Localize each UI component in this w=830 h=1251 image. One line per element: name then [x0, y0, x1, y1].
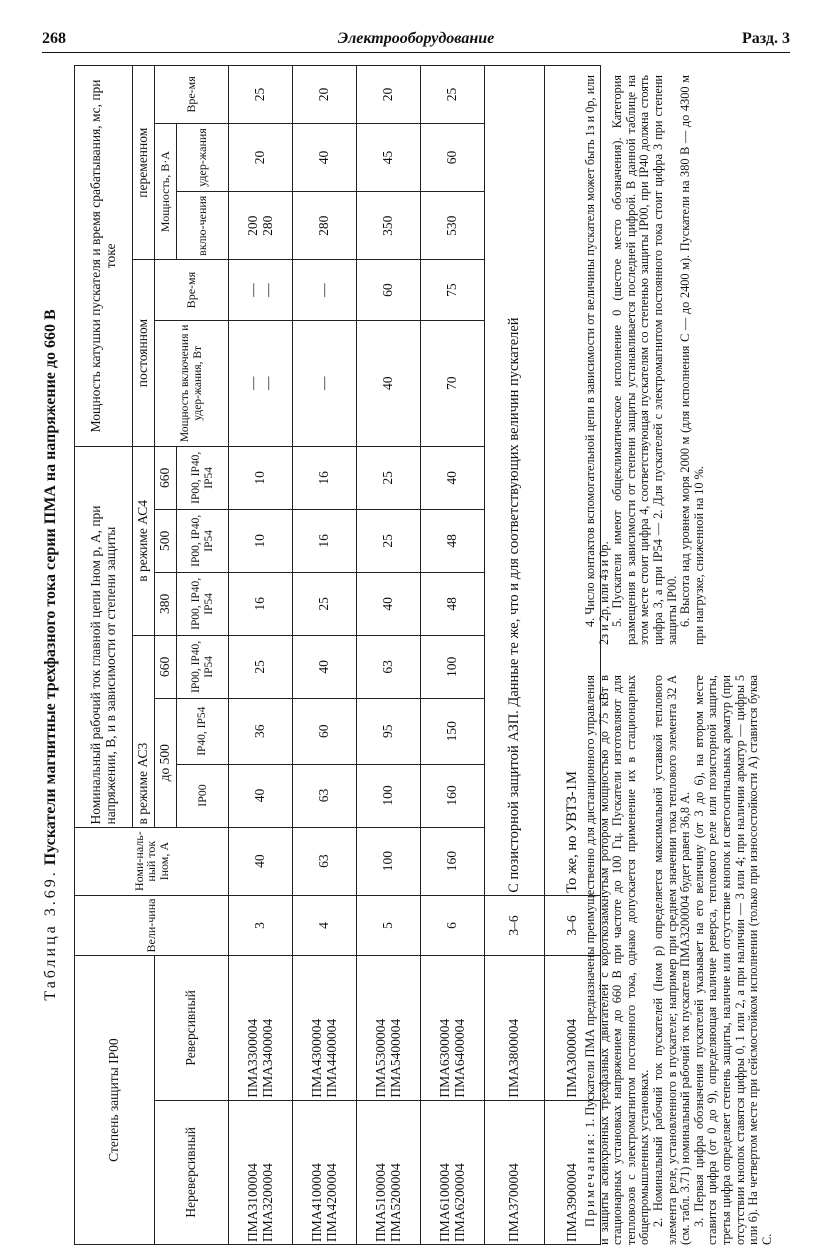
header-post: постоянном [133, 260, 155, 446]
rotated-page-content [42, 65, 797, 1245]
page-number: 268 [42, 30, 66, 47]
cell-p-vremya: 75 [421, 260, 485, 320]
header-500-ip: IP00, IP40, IP54 [177, 509, 229, 572]
table-title: Пускатели магнитные трехфазного тока серии ПМА на напряжение до 660 В [42, 309, 59, 866]
header-nomtok-label: Номи-наль-ный ток [131, 831, 159, 892]
cell-nerev [357, 1100, 421, 1244]
header-380-ip: IP00, IP40, IP54 [177, 572, 229, 635]
cell-vel: 6 [421, 895, 485, 955]
section-title: Электрооборудование [337, 30, 495, 47]
header-moshch: Мощность катушки пускателя и время срабатывания, мс, при токе [75, 66, 133, 447]
cell-ac4-660: 25 [357, 446, 421, 509]
header-vremya2: Вре-мя [155, 66, 229, 124]
cell-uvtz-text: То же, но УВТЗ-1М [545, 66, 601, 896]
header-660-ip: IP00, IP40, IP54 [177, 446, 229, 509]
cell-p-vremya: — — [229, 260, 293, 320]
cell-v-vkl: 350 [357, 192, 421, 260]
header-vremya: Вре-мя [155, 260, 229, 320]
cell-ac3-ip00: 100 [357, 764, 421, 827]
header-ac3: в режиме АС3 [133, 635, 155, 827]
header-revers: Реверсивный [155, 956, 229, 1100]
cell-nerev-a: ПМА6100004 [437, 1163, 453, 1242]
cell-v-uder: 20 [229, 123, 293, 191]
header-do500: до 500 [155, 698, 177, 827]
cell-nerev-a: ПМА5100004 [373, 1163, 389, 1242]
table-row [229, 66, 293, 1245]
table-row [357, 66, 421, 1245]
header-vkl: вклю-чения [177, 192, 229, 260]
cell-v-vkl: 200 280 [229, 192, 293, 260]
cell-inom: 160 [421, 827, 485, 895]
cell-ac4-500: 16 [293, 509, 357, 572]
cell-p-moshch: 40 [357, 320, 421, 446]
cell-p-moshch: — [293, 320, 357, 446]
table-label: Таблица 3.69. [42, 869, 59, 1001]
cell-rev-a: ПМА5300004 [373, 1018, 389, 1098]
cell-v-vremya: 25 [229, 66, 293, 124]
cell-nerev-a: ПМА3100004 [245, 1163, 261, 1242]
table-caption [42, 65, 68, 1245]
header-rabtok: Номинальный рабочий ток главной цепи Iном р, А, при напряжении, В, и в зависимости от степени защиты [75, 446, 133, 827]
cell-ac3-ip4054: 36 [229, 698, 293, 764]
note-2: 2. Номинальный рабочий ток пускателей (Iном р) определяется максимальной уставкой теплового элемента реле, установленного в пускателе; например при среднем значении тока теплового элемента 32 А (см. табл. 3.71) номинальный рабочий ток пускателя ПМА3200004 будет равен 36,8 А. [650, 675, 693, 1245]
cell-ac4-500: 25 [357, 509, 421, 572]
cell-azp-text: С позисторной защитой АЗП. Данные те же, что и для соответствующих величин пускателей [485, 66, 545, 896]
cell-nerev: ПМА3900004 [545, 1100, 601, 1244]
cell-ac3-ip4054: 150 [421, 698, 485, 764]
header-nomtok [75, 827, 229, 895]
header-ip00: IP00 [177, 764, 229, 827]
cell-v-vkl: 530 [421, 192, 485, 260]
cell-v-uder: 45 [357, 123, 421, 191]
cell-vel: 5 [357, 895, 421, 955]
cell-p-vremya: — [293, 260, 357, 320]
cell-inom: 63 [293, 827, 357, 895]
cell-ac3-ip00: 160 [421, 764, 485, 827]
note-6: 6. Высота над уровнем моря 2000 м (для исполнения С — до 2400 м). Пускатели на 380 В — до 4300 м при нагрузке, сниженной на 10 %. [678, 75, 706, 645]
cell-v-vremya: 20 [357, 66, 421, 124]
cell-ac3-660: 40 [293, 635, 357, 698]
cell-inom: 100 [357, 827, 421, 895]
cell-rev-b: ПМА5400004 [387, 1018, 403, 1098]
note-3: 3. Первая цифра обозначения пускателей указывает на его величину (от 3 до 6), на втором месте ставится цифра (от 0 до 9), определяющая наличие реверса, теплового реле или позисторной защиты, третья цифра определяет степень защиты, наличие или отсутствие кнопок и светосигнальных арматур (при отсутствии кнопок ставятся цифры 0, 1 или 2, а при наличии — 3 или 4; при наличии арматур — цифры 5 или 6). На четвертом месте при сейсмостойком исполнении (только при износостойкости А) ставится буква С. [691, 675, 774, 1245]
note-1-text: 1. Пускатели ПМА предназначены преимущественно для дистанционного управления и защиты асинхронных трехфазных двигателей с короткозамкнутым ротором мощностью до 75 кВт в стационарных установках напряжением до 660 В при частоте до 100 Гц. Пускатели изготовляют для тепловозов с электромагнитом постоянного тока, однако допускается применение их в стационарных общепромышленных установках. [583, 675, 652, 1245]
table-row [421, 66, 485, 1245]
cell-v-vremya: 20 [293, 66, 357, 124]
note-4: 4. Число контактов вспомогательной цепи в зависимости от величины пускателя может быть 1з и 0р, или 2з и 2р, или 4з и 0р. [583, 75, 611, 645]
cell-ac3-ip4054: 60 [293, 698, 357, 764]
cell-p-vremya: 60 [357, 260, 421, 320]
table-row [293, 66, 357, 1245]
cell-vel: 3–6 [485, 895, 545, 955]
header-inom: Iном, A [156, 841, 171, 881]
cell-vel: 3–6 [545, 895, 601, 955]
cell-rev-b: ПМА6400004 [451, 1018, 467, 1098]
cell-rev [229, 956, 293, 1100]
cell-rev: ПМА3800004 [485, 956, 545, 1100]
cell-nerev-b: ПМА4200004 [323, 1163, 339, 1242]
cell-inom: 40 [229, 827, 293, 895]
cell-rev [357, 956, 421, 1100]
header-nerevers: Нереверсивный [155, 1100, 229, 1244]
notes-label: Примечания: [583, 1131, 597, 1227]
notes [584, 65, 794, 1245]
cell-rev [293, 956, 357, 1100]
cell-ac4-660: 40 [421, 446, 485, 509]
cell-ac4-500: 10 [229, 509, 293, 572]
cell-rev-a: ПМА4300004 [309, 1018, 325, 1098]
header-ac4-660: 660 [155, 446, 177, 509]
cell-ac4-380: 16 [229, 572, 293, 635]
cell-ac3-660: 25 [229, 635, 293, 698]
cell-ac4-500: 48 [421, 509, 485, 572]
header-380: 380 [155, 572, 177, 635]
cell-p-moshch: — — [229, 320, 293, 446]
note-5: 5. Пускатели имеют общеклиматическое исполнение 0 (шестое место обозначения). Категория размещения в зависимости от степени защиты устанавливается последней цифрой. В данной таблице на этом месте стоит цифра 4, соответствующая пускателям со степенью защиты IP00, при IP40 должна стоять цифра 3, а при IP54 — 2. Для пускателей с электромагнитом постоянного тока стоит цифра 3 при степени защиты IP00. [610, 75, 679, 645]
pma-table [74, 65, 601, 1245]
notes-column-right [584, 75, 706, 645]
cell-rev-b: ПМА4400004 [323, 1018, 339, 1098]
cell-ac4-660: 10 [229, 446, 293, 509]
header-stepen: Степень защиты IP00 [75, 956, 155, 1245]
header-ac3-660: 660 [155, 635, 177, 698]
cell-rev: ПМА3000004 [545, 956, 601, 1100]
cell-ac4-380: 25 [293, 572, 357, 635]
cell-v-uder: 40 [293, 123, 357, 191]
cell-vel: 4 [293, 895, 357, 955]
cell-ac4-380: 48 [421, 572, 485, 635]
header-velichina: Вели-чина [75, 895, 229, 955]
cell-ac4-380: 40 [357, 572, 421, 635]
cell-ac3-ip00: 63 [293, 764, 357, 827]
cell-nerev: ПМА3700004 [485, 1100, 545, 1244]
cell-nerev [293, 1100, 357, 1244]
note-1 [584, 675, 652, 1245]
header-uder: удер-жания [177, 123, 229, 191]
cell-nerev [229, 1100, 293, 1244]
cell-rev-a: ПМА6300004 [437, 1018, 453, 1098]
cell-ac3-ip00: 40 [229, 764, 293, 827]
cell-rev-a: ПМА3300004 [245, 1018, 261, 1098]
cell-rev [421, 956, 485, 1100]
header-moshch-va: Мощность, В·А [155, 123, 177, 260]
cell-v-vremya: 25 [421, 66, 485, 124]
header-ac4: в режиме АС4 [133, 446, 155, 635]
table-row [485, 66, 545, 1245]
section-razdel: Разд. 3 [741, 30, 790, 47]
header-500: 500 [155, 509, 177, 572]
cell-ac3-660: 100 [421, 635, 485, 698]
header-perem: переменном [133, 66, 155, 260]
header-ac3-660-ip: IP00, IP40, IP54 [177, 635, 229, 698]
cell-vel: 3 [229, 895, 293, 955]
cell-rev-b: ПМА3400004 [259, 1018, 275, 1098]
header-moshch-vkl: Мощность включения и удер-жания, Вт [155, 320, 229, 446]
page-header [42, 30, 790, 53]
cell-ac3-ip4054: 95 [357, 698, 421, 764]
cell-nerev-b: ПМА6200004 [451, 1163, 467, 1242]
cell-ac3-660: 63 [357, 635, 421, 698]
notes-column-left [584, 675, 774, 1245]
cell-p-moshch: 70 [421, 320, 485, 446]
header-ip40-54: IP40, IP54 [177, 698, 229, 764]
cell-v-uder: 60 [421, 123, 485, 191]
cell-nerev-a: ПМА4100004 [309, 1163, 325, 1242]
cell-nerev-b: ПМА3200004 [259, 1163, 275, 1242]
cell-ac4-660: 16 [293, 446, 357, 509]
cell-v-vkl: 280 [293, 192, 357, 260]
cell-nerev [421, 1100, 485, 1244]
cell-nerev-b: ПМА5200004 [387, 1163, 403, 1242]
